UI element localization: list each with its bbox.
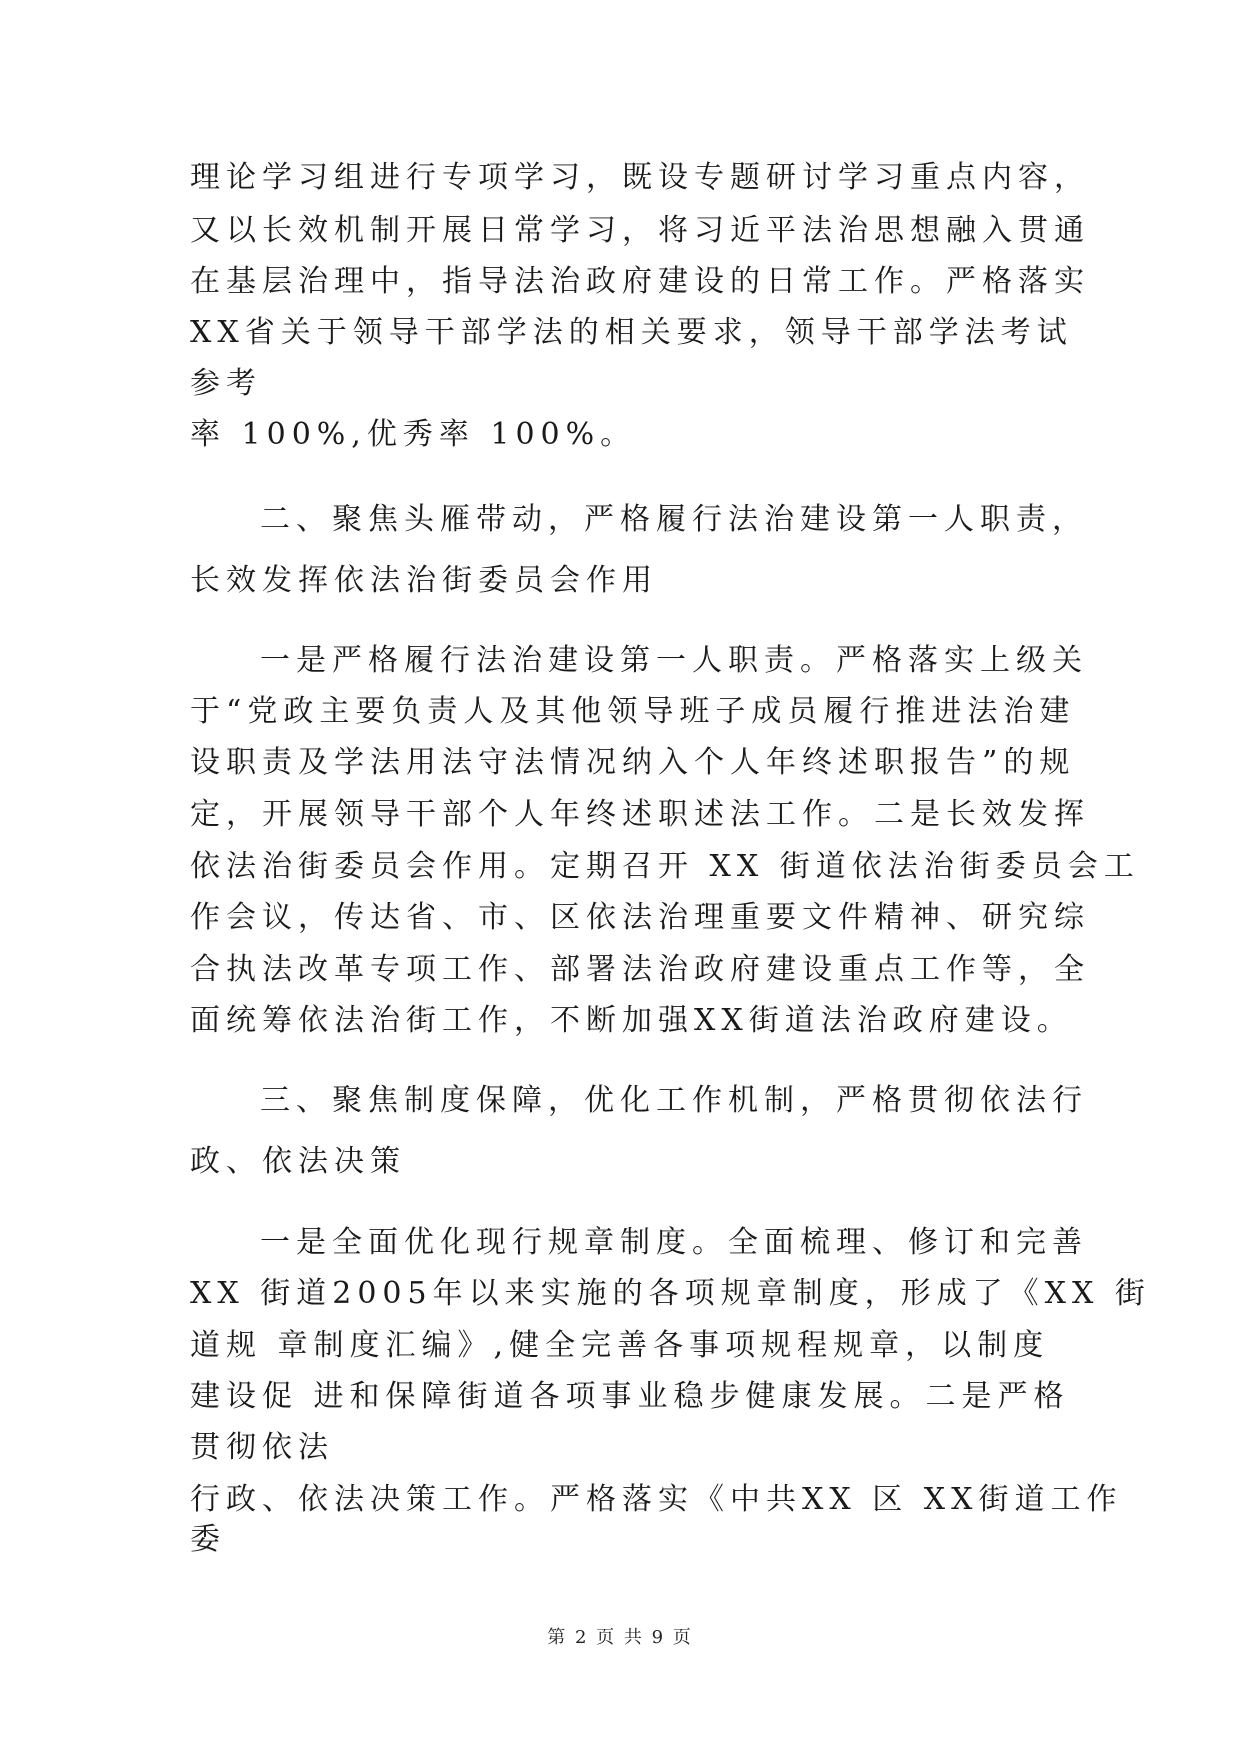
text-line: 率 100%,优秀率 100%。 (190, 417, 637, 452)
text-line: XX 街道2005年以来实施的各项规章制度，形成了《XX 街 (190, 1276, 1151, 1311)
text-line: 依法治街委员会作用。定期召开 XX 街道依法治街委员会工 (190, 849, 1140, 884)
text-line: 定，开展领导干部个人年终述职述法工作。二是长效发挥 (190, 797, 1090, 832)
text-line: 一是严格履行法治建设第一人职责。严格落实上级关 (260, 643, 1088, 678)
section-heading-line: 三、聚焦制度保障，优化工作机制，严格贯彻依法行 (260, 1083, 1088, 1118)
text-line: 合执法改革专项工作、部署法治政府建设重点工作等，全 (190, 952, 1090, 987)
page-number-footer: 第 2 页 共 9 页 (547, 1627, 693, 1648)
text-line: 建设促 进和保障街道各项事业稳步健康发展。二是严格 (190, 1379, 1070, 1414)
text-line: 设职责及学法用法守法情况纳入个人年终述职报告”的规 (190, 745, 1076, 780)
section-heading-line: 政、依法决策 (190, 1144, 406, 1179)
text-line: 参考 (190, 366, 262, 401)
text-line: 道规 章制度汇编》,健全完善各事项规程规章，以制度 (190, 1328, 1050, 1363)
section-heading-line: 二、聚焦头雁带动，严格履行法治建设第一人职责， (260, 502, 1088, 537)
text-line: 行政、依法决策工作。严格落实《中共XX 区 XX街道工作 (190, 1482, 1123, 1517)
text-line: 贯彻依法 (190, 1430, 334, 1465)
text-line: 于“党政主要负责人及其他领导班子成员履行推进法治建 (190, 694, 1076, 729)
text-line: 在基层治理中，指导法治政府建设的日常工作。严格落实 (190, 264, 1090, 299)
text-line: 理论学习组进行专项学习，既设专题研讨学习重点内容， (190, 160, 1090, 195)
text-line: XX省关于领导干部学法的相关要求，领导干部学法考试 (190, 315, 1073, 350)
text-line: 作会议，传达省、市、区依法治理重要文件精神、研究综 (190, 900, 1090, 935)
text-line: 面统筹依法治街工作，不断加强XX街道法治政府建设。 (190, 1003, 1073, 1038)
text-line: 又以长效机制开展日常学习，将习近平法治思想融入贯通 (190, 213, 1090, 248)
section-heading-line: 长效发挥依法治街委员会作用 (190, 563, 658, 598)
text-line: 委 (190, 1522, 226, 1557)
text-line: 一是全面优化现行规章制度。全面梳理、修订和完善 (260, 1225, 1088, 1260)
